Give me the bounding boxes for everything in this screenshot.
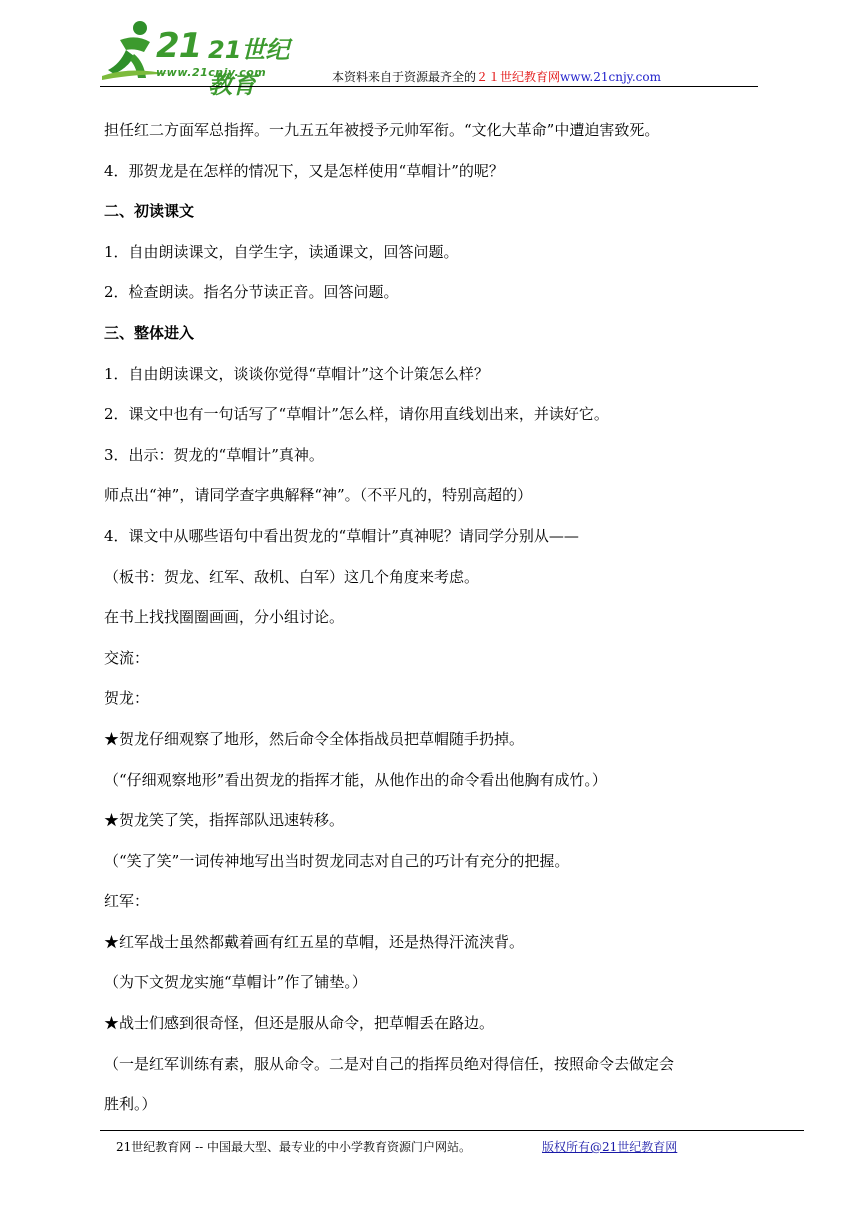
paragraph-line: ★红军战士虽然都戴着画有红五星的草帽，还是热得汗流浃背。 — [104, 932, 525, 951]
paragraph-line: （为下文贺龙实施“草帽计”作了铺垫。） — [104, 973, 367, 992]
paragraph-line: （“笑了笑”一词传神地写出当时贺龙同志对自己的巧计有充分的把握。 — [104, 851, 570, 870]
paragraph-line: 2．课文中也有一句话写了“草帽计”怎么样，请你用直线划出来，并读好它。 — [104, 405, 609, 424]
paragraph-line: （板书：贺龙、红军、敌机、白军）这几个角度来考虑。 — [104, 567, 480, 586]
logo-url: www.21cnjy.com — [156, 66, 267, 79]
section-heading: 三、整体进入 — [104, 323, 195, 342]
paragraph-line: 胜利。） — [104, 1095, 157, 1114]
paragraph-line: 红军： — [104, 892, 150, 911]
logo-wordmark: 21世纪教育 — [208, 36, 290, 99]
paragraph-line: 4．课文中从哪些语句中看出贺龙的“草帽计”真神呢？请同学分别从—— — [104, 526, 579, 545]
paragraph-line: 3．出示：贺龙的“草帽计”真神。 — [104, 445, 324, 464]
paragraph-line: 2．检查朗读。指名分节读正音。回答问题。 — [104, 283, 399, 302]
header-divider — [100, 86, 758, 87]
paragraph-line: （“仔细观察地形”看出贺龙的指挥才能，从他作出的命令看出他胸有成竹。） — [104, 770, 607, 789]
page-footer — [116, 1138, 678, 1155]
paragraph-line: 担任红二方面军总指挥。一九五五年被授予元帅军衔。“文化大革命”中遭迫害致死。 — [104, 121, 660, 139]
footer-copyright-link[interactable]: 版权所有@21世纪教育网 — [542, 1140, 678, 1154]
paragraph-line: 1．自由朗读课文，自学生字，读通课文，回答问题。 — [104, 242, 459, 261]
section-heading: 二、初读课文 — [104, 202, 195, 221]
header-note-url[interactable]: www.21cnjy.com — [560, 70, 661, 84]
footer-text: 21世纪教育网 -- 中国最大型、最专业的中小学教育资源门户网站。 — [116, 1140, 472, 1154]
paragraph-line: （一是红军训练有素，服从命令。二是对自己的指挥员绝对得信任，按照命令去做定会 — [104, 1054, 675, 1073]
site-logo — [100, 18, 310, 99]
header-note-prefix: 本资料来自于资源最齐全的 — [332, 70, 477, 84]
page-header — [100, 18, 758, 99]
footer-divider — [100, 1130, 804, 1131]
paragraph-line: ★战士们感到很奇怪，但还是服从命令，把草帽丢在路边。 — [104, 1014, 495, 1033]
paragraph-line: ★贺龙笑了笑，指挥部队迅速转移。 — [104, 811, 345, 830]
paragraph-line: 在书上找找圈圈画画，分小组讨论。 — [104, 608, 345, 627]
paragraph-line: 4．那贺龙是在怎样的情况下，又是怎样使用“草帽计”的呢？ — [104, 161, 504, 180]
header-note — [332, 68, 661, 85]
paragraph-line: 交流： — [104, 648, 150, 667]
paragraph-line: ★贺龙仔细观察了地形，然后命令全体指战员把草帽随手扔掉。 — [104, 729, 525, 748]
header-note-site[interactable]: ２１世纪教育网 — [476, 70, 561, 84]
document-body — [104, 110, 764, 1125]
paragraph-line: 贺龙： — [104, 689, 150, 708]
paragraph-line: 1．自由朗读课文，谈谈你觉得“草帽计”这个计策怎么样？ — [104, 364, 489, 383]
paragraph-line: 师点出“神”，请同学查字典解释“神”。（不平凡的，特别高超的） — [104, 486, 533, 505]
logo-wordmark-number: 21 — [156, 26, 202, 66]
